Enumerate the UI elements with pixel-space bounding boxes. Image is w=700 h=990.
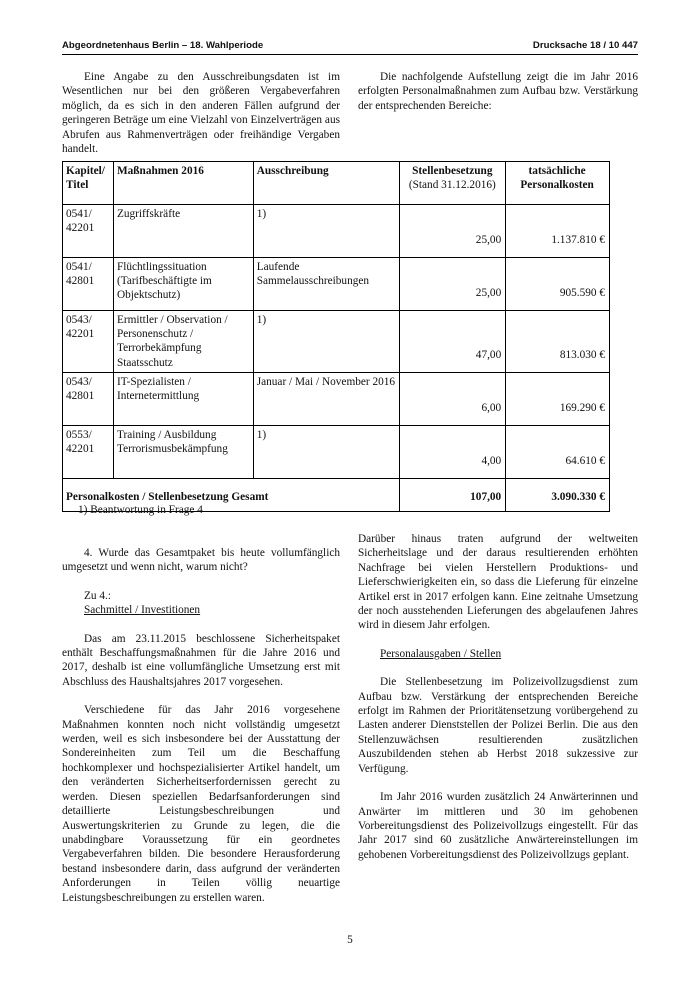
page-header <box>62 40 638 55</box>
header-document-number: Drucksache 18 / 10 447 <box>532 40 638 51</box>
header-stellenbesetzung <box>400 162 506 205</box>
cell-ausschreibung: 1) <box>253 425 400 478</box>
cell-stellen: 6,00 <box>400 372 506 425</box>
header-title: Abgeordnetenhaus Berlin – 18. Wahlperiode <box>62 40 264 51</box>
intro-right-paragraph: Die nachfolgende Aufstellung zeigt die im Jahr 2016 erfolgten Personalmaßnahmen zum Aufbau bzw. Verstärkung der entsprechenden Bereiche: <box>358 71 638 112</box>
right-paragraph-2: Die Stellenbesetzung im Polizeivollzugsdienst zum Aufbau bzw. Verstärkung der entsprechenden Bereiche erfolgt im Rahmen der Prioritätensetzung vorübergehend zu Lasten anderer Dienststellen der Polizei Berlin. Die aus den Stellenzuwächsen resultierenden zusätzlichen Auszubildenden stehen ab Herbst 2018 sukzessive zur Verfügung. <box>358 676 638 775</box>
left-column <box>62 546 340 905</box>
cell-kosten: 169.290 € <box>506 372 610 425</box>
cell-stellen: 25,00 <box>400 205 506 258</box>
sachmittel-heading: Sachmittel / Investitionen <box>84 604 201 617</box>
cell-massnahme: IT-Spezialisten / Internetermittlung <box>113 372 253 425</box>
sachmittel-paragraph-2: Verschiedene für das Jahr 2016 vorgesehene Maßnahmen konnten noch nicht vollständig umgesetzt werden, weil es sich insbesondere bei der Ausstattung der Sondereinheiten zum Teil um die Beschaffung hochkomplexer und hochspezialisierter Artikel handelt, um den veränderten Sicherheitserfordernissen gerecht zu werden. Diesen speziellen Bedarfsanforderungen sind detaillierte Leistungsbeschreibungen und Auswertungskriterien zu Grunde zu legen, die die unabdingbare Voraussetzung für ein geordnetes Vergabeverfahren bilden. Die besondere Herausforderung bestand insbesondere darin, dass aufgrund der veränderten Anforderungen in Teilen völlig neuartige Leistungsbeschreibungen zu erstellen waren. <box>62 704 340 904</box>
cell-kosten: 64.610 € <box>506 425 610 478</box>
cell-massnahme: Ermittler / Observation / Personenschutz / Terrorbekämpfung Staatsschutz <box>113 311 253 373</box>
header-personalkosten <box>506 162 610 205</box>
personal-heading: Personalausgaben / Stellen <box>380 647 502 660</box>
answer-label: Zu 4.: <box>84 589 111 602</box>
cell-kapitel: 0543/ 42201 <box>63 311 114 373</box>
personnel-table <box>62 161 610 512</box>
right-paragraph-3: Im Jahr 2016 wurden zusätzlich 24 Anwärterinnen und Anwärter im mittleren und 30 im gehobenen Vorbereitungsdienst des Polizeivollzugs eingestellt. Für das Jahr 2017 sind 60 zusätzliche Anwärtereinstellungen im gehobenen Vorbereitungsdienst des Polizeivollzugs geplant. <box>358 791 638 861</box>
table-row <box>63 425 610 478</box>
header-ausschreibung: Ausschreibung <box>253 162 400 205</box>
right-paragraph-1: Darüber hinaus traten aufgrund der weltweiten Sicherheitslage und der daraus resultierenden erhöhten Nachfrage bei vielen Herstellern Produktions- und Lieferschwierigkeiten ein, so dass die Lieferung für einzelne Artikel erst in 2017 erfolgen kann. Eine zeitnahe Umsetzung der noch ausstehenden Lieferungen des abgelaufenen Jahres wird in diesem Jahr erfolgen. <box>358 533 638 632</box>
intro-right <box>358 70 638 113</box>
cell-kosten: 905.590 € <box>506 258 610 311</box>
cell-ausschreibung: Laufende Sammelausschreibungen <box>253 258 400 311</box>
table-header-row <box>63 162 610 205</box>
right-column <box>358 532 638 862</box>
header-kosten-label: tatsächliche Personalkosten <box>520 165 594 192</box>
table-row <box>63 258 610 311</box>
cell-kosten: 813.030 € <box>506 311 610 373</box>
cell-kapitel: 0543/ 42801 <box>63 372 114 425</box>
header-kapitel: Kapitel/ Titel <box>63 162 114 205</box>
cell-massnahme: Flüchtlingssituation (Tarifbeschäftigte im Objektschutz) <box>113 258 253 311</box>
table-row <box>63 205 610 258</box>
cell-kapitel: 0541/ 42201 <box>63 205 114 258</box>
cell-massnahme: Zugriffskräfte <box>113 205 253 258</box>
intro-left-paragraph: Eine Angabe zu den Ausschreibungsdaten ist im Wesentlichen nur bei den größeren Vergabeverfahren möglich, da es sich in den anderen Fällen aufgrund der geringeren Beträge um eine Vielzahl von Einzelverträgen aus Abrufen aus Rahmenverträgen oder freihändige Vergaben handelt. <box>62 71 340 156</box>
cell-ausschreibung: Januar / Mai / November 2016 <box>253 372 400 425</box>
cell-stellen: 47,00 <box>400 311 506 373</box>
cell-massnahme: Training / Ausbildung Terrorismusbekämpfung <box>113 425 253 478</box>
header-stellen-sub: (Stand 31.12.2016) <box>408 179 496 192</box>
table-row <box>63 372 610 425</box>
cell-kapitel: 0541/ 42801 <box>63 258 114 311</box>
table-row <box>63 311 610 373</box>
total-kosten: 3.090.330 € <box>506 478 610 511</box>
cell-stellen: 25,00 <box>400 258 506 311</box>
cell-ausschreibung: 1) <box>253 311 400 373</box>
sachmittel-paragraph-1: Das am 23.11.2015 beschlossene Sicherheitspaket enthält Beschaffungsmaßnahmen für die Jahre 2016 und 2017, deshalb ist eine vollumfängliche Umsetzung erst mit Abschluss des Haushaltsjahres 2017 vorgesehen. <box>62 632 340 688</box>
total-label: Personalkosten / Stellenbesetzung Gesamt <box>63 478 400 511</box>
table-footnote: 1) Beantwortung in Frage 4 <box>78 504 203 516</box>
cell-kapitel: 0553/ 42201 <box>63 425 114 478</box>
total-stellen: 107,00 <box>400 478 506 511</box>
page-number: 5 <box>347 934 353 946</box>
cell-stellen: 4,00 <box>400 425 506 478</box>
intro-left <box>62 70 340 156</box>
cell-kosten: 1.137.810 € <box>506 205 610 258</box>
header-stellen-label: Stellenbesetzung <box>412 165 493 177</box>
header-massnahmen: Maßnahmen 2016 <box>113 162 253 205</box>
question-4: 4. Wurde das Gesamtpaket bis heute vollumfänglich umgesetzt und wenn nicht, warum nicht? <box>62 547 340 574</box>
cell-ausschreibung: 1) <box>253 205 400 258</box>
